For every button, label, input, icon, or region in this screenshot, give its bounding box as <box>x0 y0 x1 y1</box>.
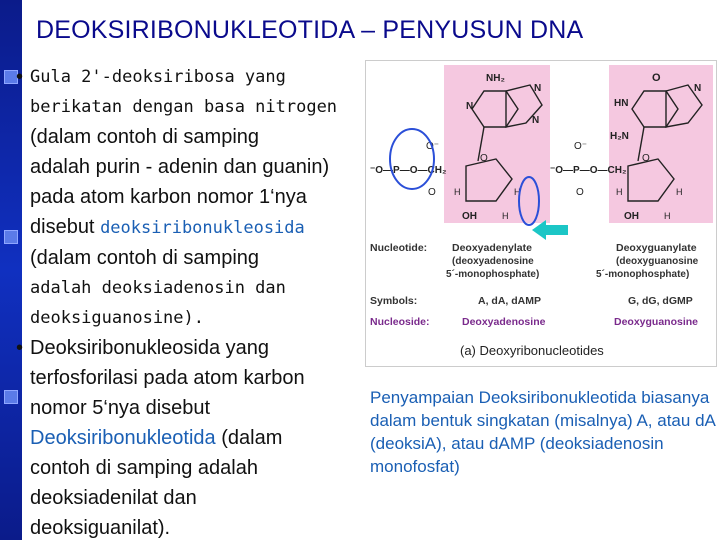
oh-label: OH <box>624 211 639 222</box>
bullet-text: terfosforilasi pada atom karbon <box>30 367 305 389</box>
col1-nucleoside: Deoxyadenosine <box>462 316 546 328</box>
panel-caption: (a) Deoxyribonucleotides <box>460 343 604 358</box>
col2-sub2: 5´-monophosphate) <box>596 269 690 280</box>
bullet-line <box>30 453 376 483</box>
label-symbols: Symbols: <box>370 295 418 307</box>
h-label: H <box>454 187 461 197</box>
h-label: H <box>502 211 509 221</box>
term-deoksiribonukleosida: deoksiribonukleosida <box>100 218 305 238</box>
o-minus-label: O⁻ <box>426 141 440 152</box>
col2-symbols: G, dG, dGMP <box>628 295 693 307</box>
term-deoksiribonukleotida: Deoksiribonukleotida <box>30 427 216 449</box>
hn-label: HN <box>614 98 629 109</box>
col1-name: Deoxyadenylate <box>452 242 532 254</box>
oh-label: OH <box>462 211 477 222</box>
bullet-text: (dalam contoh di samping <box>30 126 260 148</box>
bullet-line <box>30 92 376 122</box>
label-nucleotide: Nucleotide: <box>370 242 428 254</box>
bullet-line <box>30 212 376 243</box>
bullet-line <box>30 152 376 182</box>
col1-symbols: A, dA, dAMP <box>478 295 541 307</box>
nucleotide-structure-diagram <box>366 61 716 366</box>
o-label: O <box>642 153 650 164</box>
h-label: H <box>514 187 521 197</box>
bullet-line <box>30 243 376 273</box>
bullet-line <box>30 333 376 363</box>
c5-highlight-circle <box>390 129 434 189</box>
bullet-text: disebut <box>30 216 101 238</box>
bullet-line <box>30 483 376 513</box>
bullet-line <box>30 122 376 152</box>
summary-caption: Penyampaian Deoksiribonukleotida biasanya dalam bentuk singkatan (misalnya) A, atau dA (deoksiA), atau dAMP (deoksiadenosin monofosfat) <box>370 388 715 476</box>
bullet-text: deoksiguanilat). <box>30 517 171 539</box>
bullet-line <box>30 182 376 212</box>
bullet-text: deoksiadenilat dan <box>30 487 197 509</box>
bullet-text: adalah purin - adenin dan guanin) <box>30 156 330 178</box>
col1-sub1: (deoxyadenosine <box>452 256 534 267</box>
o-label: O <box>576 187 584 198</box>
label-nucleoside: Nucleoside: <box>370 316 430 328</box>
slide-title: DEOKSIRIBONUKLEOTIDA – PENYUSUN DNA <box>36 16 584 44</box>
bullet-text: Deoksiribonukleosida yang <box>30 337 270 359</box>
o-label: O <box>428 187 436 198</box>
bullet-text: (dalam contoh di samping <box>30 247 260 269</box>
n-label: N <box>694 83 702 94</box>
bullet-line <box>30 62 376 92</box>
phosphate-right: ⁻O—P—O—CH₂ <box>550 165 627 176</box>
phosphate-left: ⁻O—P—O—CH₂ <box>370 165 447 176</box>
bullet-text: berikatan dengan basa nitrogen <box>30 97 338 117</box>
bullet-text: (dalam <box>215 427 283 449</box>
o-label: O <box>652 72 661 84</box>
n-label: N <box>534 83 542 94</box>
bullet-line <box>30 273 376 303</box>
bullet-line <box>30 423 376 453</box>
bullet-line <box>30 363 376 393</box>
nucleotide-figure <box>365 60 717 367</box>
bullet-item-1 <box>16 62 376 333</box>
bullet-item-2 <box>16 333 376 543</box>
bullet-list <box>16 62 376 543</box>
h2n-label: H₂N <box>610 131 629 142</box>
n-label: N <box>466 101 474 112</box>
nh2-label: NH₂ <box>486 73 505 84</box>
o-minus-label: O⁻ <box>574 141 588 152</box>
bullet-dot: • <box>16 66 24 88</box>
h-label: H <box>664 211 671 221</box>
bullet-line <box>30 303 376 333</box>
h-label: H <box>616 187 623 197</box>
bullet-text: nomor 5‘nya disebut <box>30 397 211 419</box>
n-label: N <box>532 115 540 126</box>
bullet-dot: • <box>16 337 24 359</box>
bullet-text: deoksiguanosine). <box>30 308 204 328</box>
col2-name: Deoxyguanylate <box>616 242 697 254</box>
h-label: H <box>676 187 683 197</box>
bullet-text: contoh di samping adalah <box>30 457 258 479</box>
col1-sub2: 5´-monophosphate) <box>446 269 540 280</box>
bullet-line <box>30 513 376 543</box>
col2-sub1: (deoxyguanosine <box>616 256 699 267</box>
o-label: O <box>480 153 488 164</box>
col2-nucleoside: Deoxyguanosine <box>614 316 699 328</box>
bullet-text: adalah deoksiadenosin dan <box>30 278 286 298</box>
bullet-text: Gula 2'-deoksiribosa yang <box>30 67 286 87</box>
bullet-line <box>30 393 376 423</box>
bullet-text: pada atom karbon nomor 1‘nya <box>30 186 307 208</box>
